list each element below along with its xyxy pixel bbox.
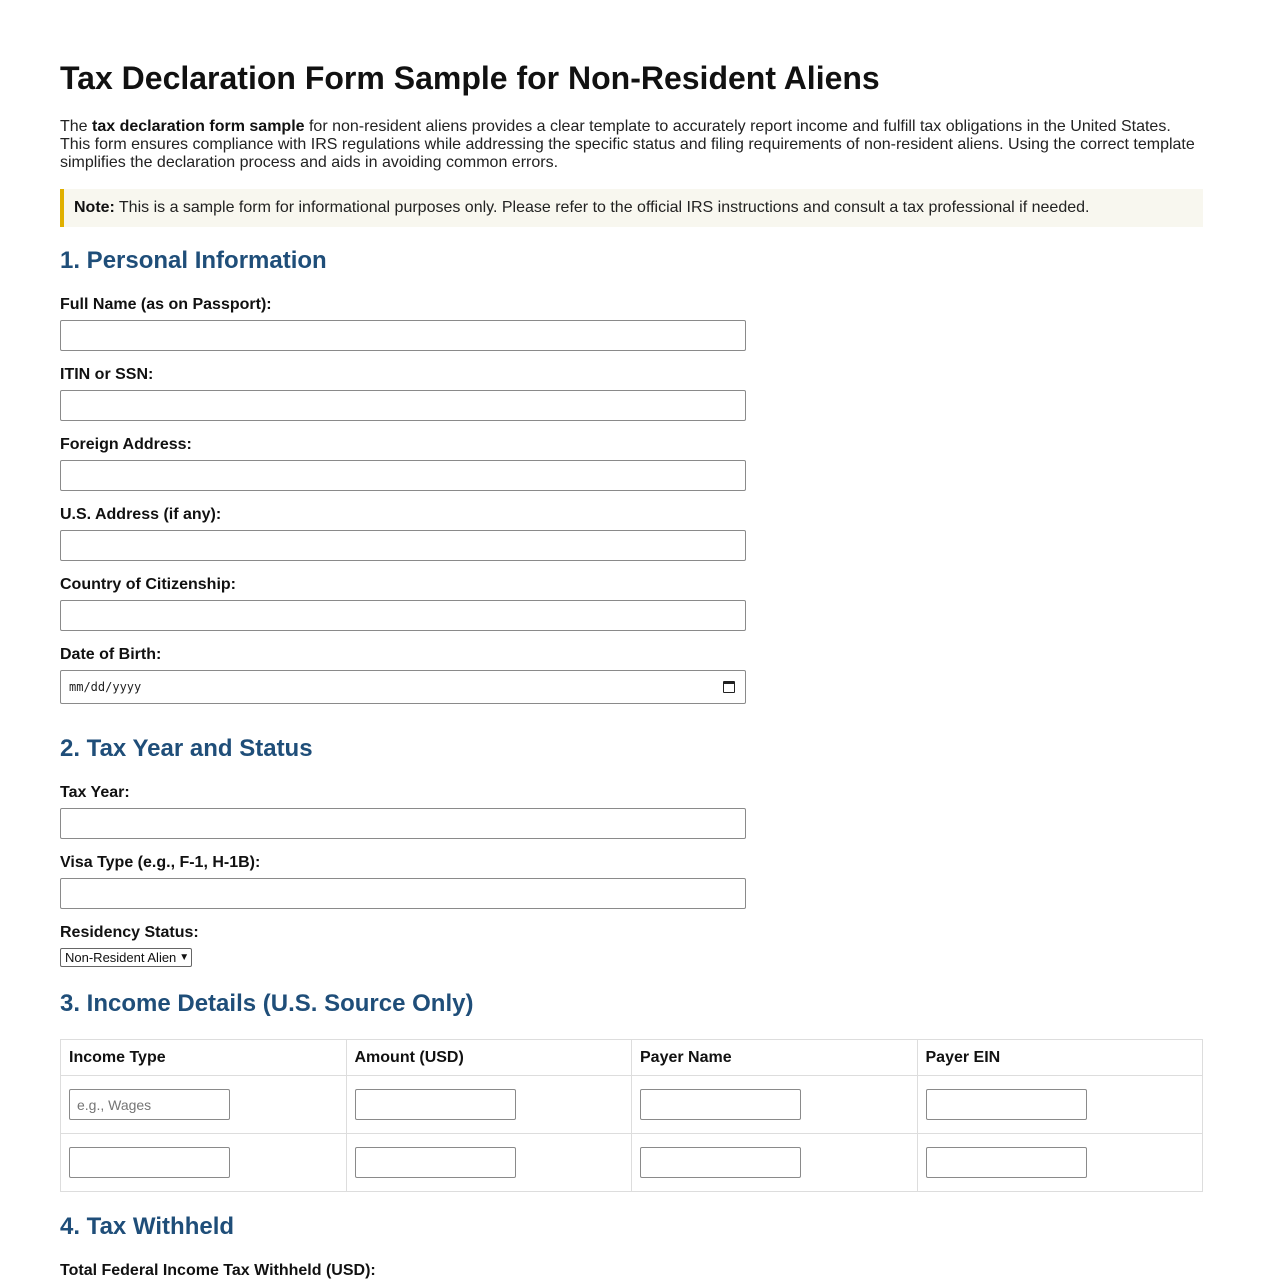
chevron-down-icon: ▼ <box>179 951 190 963</box>
amount-input[interactable] <box>355 1147 516 1178</box>
amount-input[interactable] <box>355 1089 516 1120</box>
income-type-input[interactable] <box>69 1147 230 1178</box>
table-row <box>61 1076 1203 1134</box>
intro-prefix: The <box>60 118 93 135</box>
itin-ssn-label: ITIN or SSN: <box>60 366 154 383</box>
total-withheld-label: Total Federal Income Tax Withheld (USD): <box>60 1262 376 1279</box>
residency-label: Residency Status: <box>60 924 199 941</box>
section-income-title: 3. Income Details (U.S. Source Only) <box>60 990 474 1017</box>
col-amount: Amount (USD) <box>346 1040 632 1076</box>
payer-ein-input[interactable] <box>926 1089 1087 1120</box>
dob-input[interactable] <box>60 670 746 704</box>
section-tax-withheld-title: 4. Tax Withheld <box>60 1213 235 1240</box>
field-tax-year <box>60 784 1203 839</box>
field-visa-type <box>60 854 1203 909</box>
visa-type-label: Visa Type (e.g., F-1, H-1B): <box>60 854 261 871</box>
full-name-input[interactable] <box>60 320 746 351</box>
foreign-address-input[interactable] <box>60 460 746 491</box>
field-residency <box>60 924 1203 967</box>
section-personal-info-title: 1. Personal Information <box>60 247 327 274</box>
col-income-type: Income Type <box>61 1040 347 1076</box>
payer-ein-input[interactable] <box>926 1147 1087 1178</box>
dob-label: Date of Birth: <box>60 646 162 663</box>
table-header-row <box>61 1040 1203 1076</box>
income-type-input[interactable]: e.g., Wages <box>69 1089 230 1120</box>
residency-select[interactable] <box>60 948 192 967</box>
income-table <box>60 1039 1203 1192</box>
intro-paragraph <box>60 118 1203 172</box>
tax-year-label: Tax Year: <box>60 784 130 801</box>
col-payer-ein: Payer EIN <box>917 1040 1203 1076</box>
field-us-address <box>60 506 1203 561</box>
field-citizenship <box>60 576 1203 631</box>
note-box <box>60 189 1203 227</box>
dob-placeholder: mm/dd/yyyy <box>69 680 142 694</box>
field-itin <box>60 366 1203 421</box>
page-title: Tax Declaration Form Sample for Non-Resident Aliens <box>60 60 880 96</box>
note-label: Note: <box>74 199 115 216</box>
field-dob <box>60 646 1203 704</box>
intro-bold: tax declaration form sample <box>92 118 305 135</box>
payer-name-input[interactable] <box>640 1147 801 1178</box>
intro-suffix: for non-resident aliens provides a clear template to accurately report income and fulfill tax obligations in the United States. This form ensures compliance with IRS regulations while addressing the specific status and filing requirements of non-resident aliens. Using the correct template simplifies the declaration process and aids in avoiding common errors. <box>60 118 1195 171</box>
col-payer-name: Payer Name <box>632 1040 918 1076</box>
residency-selected: Non-Resident Alien <box>65 950 177 965</box>
tax-year-input[interactable] <box>60 808 746 839</box>
payer-name-input[interactable] <box>640 1089 801 1120</box>
visa-type-input[interactable] <box>60 878 746 909</box>
citizenship-input[interactable] <box>60 600 746 631</box>
us-address-input[interactable] <box>60 530 746 561</box>
foreign-address-label: Foreign Address: <box>60 436 192 453</box>
citizenship-label: Country of Citizenship: <box>60 576 236 593</box>
table-row <box>61 1134 1203 1192</box>
field-full-name <box>60 296 1203 351</box>
calendar-icon[interactable] <box>723 681 735 693</box>
section-tax-year-title: 2. Tax Year and Status <box>60 735 313 762</box>
note-text: This is a sample form for informational purposes only. Please refer to the official IRS instructions and consult a tax professional if needed. <box>118 199 1090 216</box>
full-name-label: Full Name (as on Passport): <box>60 296 272 313</box>
field-foreign-address <box>60 436 1203 491</box>
field-total-withheld <box>60 1262 1203 1280</box>
itin-ssn-input[interactable] <box>60 390 746 421</box>
us-address-label: U.S. Address (if any): <box>60 506 222 523</box>
